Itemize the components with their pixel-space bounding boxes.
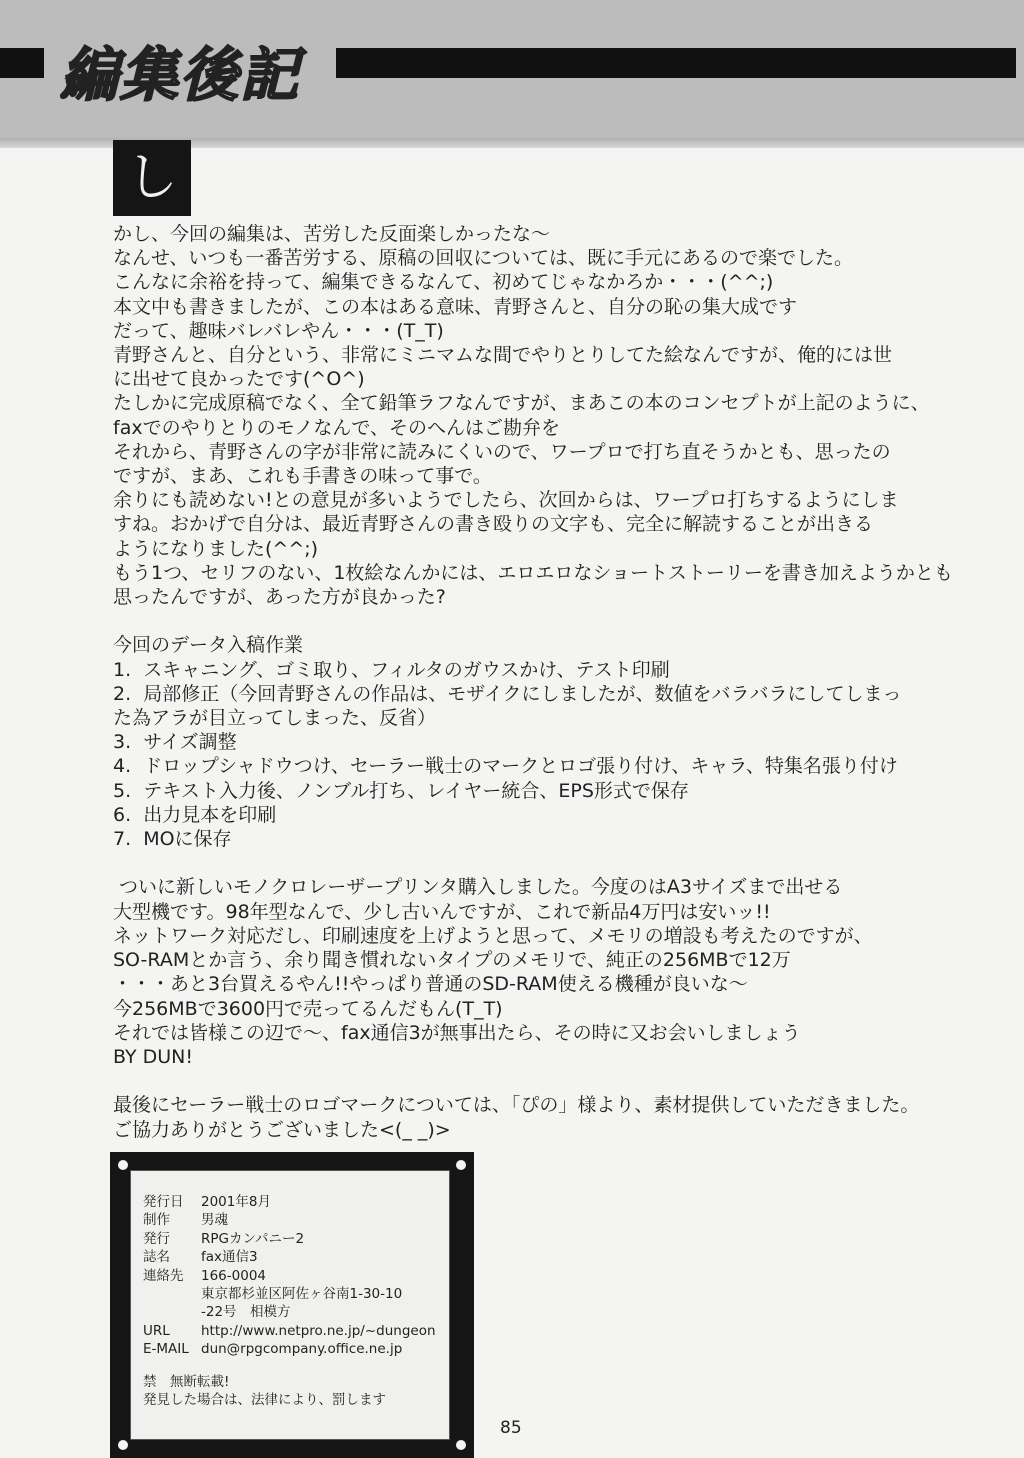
imprint-row — [143, 1193, 449, 1211]
imprint-value: http://www.netpro.ne.jp/~dungeon — [201, 1322, 436, 1339]
imprint-value: 166-0004 — [201, 1267, 266, 1284]
imprint-row — [143, 1285, 449, 1303]
imprint-row — [143, 1322, 449, 1340]
imprint-row — [143, 1230, 449, 1248]
imprint-box — [110, 1152, 474, 1458]
imprint-key — [143, 1303, 201, 1321]
imprint-key: 発行 — [143, 1230, 170, 1247]
imprint-row — [143, 1340, 449, 1358]
imprint-value: 東京都杉並区阿佐ヶ谷南1-30-10 — [201, 1286, 403, 1303]
imprint-row — [143, 1267, 449, 1285]
imprint-value: RPGカンパニー2 — [201, 1230, 305, 1247]
page-title: 編集後記 — [60, 41, 301, 109]
corner-dot — [456, 1160, 466, 1170]
imprint-key — [143, 1285, 201, 1303]
imprint-key: URL — [143, 1322, 170, 1339]
corner-dot — [456, 1440, 466, 1450]
drop-cap: し — [113, 140, 191, 216]
imprint-value: 2001年8月 — [201, 1194, 271, 1210]
imprint-row — [143, 1211, 449, 1229]
afterword-body: かし、今回の編集は、苦労した反面楽しかったな～ なんせ、いつも一番苦労する、原稿の回収については、既に手元にあるので楽でした。 こんなに余裕を持って、編集できるなんて、初めてじゃなかろか・・・(^^;) 本文中も書きましたが、この本はある意味、青野さんと、自分の恥の集大成です だって、趣味バレバレやん・・・(T_T) 青野さんと、自分という、非常にミニマムな間でやりとりしてた絵なんですが、俺的には世 に出せて良かったです(^O^) たしかに完成原稿でなく、全て鉛筆ラフなんですが、まあこの本のコンセプトが上記のように、 faxでのやりとりのモノなんで、そのへんはご勘弁を それから、青野さんの字が非常に読みにくいので、ワープロで打ち直そうかとも、思ったの ですが、まあ、これも手書きの味って事で。 余りにも読めない!との意見が多いようでしたら、次回からは、ワープロ打ちするようにしま すね。おかげで自分は、最近青野さんの書き殴りの文字も、完全に解読することが出きる ようになりました(^^;) もう1つ、セリフのない、1枚絵なんかには、エロエロなショートストーリーを書き加えようかとも 思ったんですが、あった方が良かった? 今回のデータ入稿作業 1. スキャニング、ゴミ取り、フィルタのガウスかけ、テスト印刷 2. 局部修正（今回青野さんの作品は、モザイクにしましたが、数値をバラバラにしてしまっ た為アラが目立ってしまった、反省） 3. サイズ調整 4. ドロップシャドウつけ、セーラー戦士のマークとロゴ張り付け、キャラ、特集名張り付け 5. テキスト入力後、ノンブル打ち、レイヤー統合、EPS形式で保存 6. 出力見本を印刷 7. MOに保存 ついに新しいモノクロレーザープリンタ購入しました。今度のはA3サイズまで出せる 大型機です。98年型なんで、少し古いんですが、これで新品4万円は安いッ!! ネットワーク対応だし、印刷速度を上げようと思って、メモリの増設も考えたのですが、 SO-RAMとか言う、余り聞き慣れないタイプのメモリで、純正の256MBで12万 ・・・あと3台買えるやん!!やっぱり普通のSD-RAM使える機種が良いな～ 今256MBで3600円で売ってるんだもん(T_T) それでは皆様この辺で～、fax通信3が無事出たら、その時に又お会いしましょう BY DUN! 最後にセーラー戦士のロゴマークについては、「ぴの」様より、素材提供していただきました。 ご協力ありがとうございました<(_ _)> — [113, 223, 953, 1141]
header-bar-left — [0, 48, 44, 78]
imprint-value: fax通信3 — [201, 1249, 258, 1266]
imprint-notice: 禁 無断転載! — [143, 1373, 230, 1390]
imprint-spacer — [143, 1359, 449, 1373]
imprint-value: 男魂 — [201, 1212, 228, 1229]
imprint-key: E-MAIL — [143, 1341, 189, 1358]
corner-dot — [118, 1160, 128, 1170]
imprint-value: dun@rpgcompany.office.ne.jp — [201, 1341, 403, 1358]
imprint-key: 制作 — [143, 1212, 170, 1229]
imprint-notice: 発見した場合は、法律により、罰します — [143, 1392, 386, 1409]
header-bar-right — [336, 48, 1016, 78]
imprint-key: 連絡先 — [143, 1267, 184, 1284]
imprint-row — [143, 1248, 449, 1266]
corner-dot — [118, 1440, 128, 1450]
imprint-key: 誌名 — [143, 1249, 170, 1266]
imprint-key: 発行日 — [143, 1194, 184, 1210]
imprint-row — [143, 1303, 449, 1321]
imprint-value: -22号 相模方 — [201, 1304, 291, 1321]
page-number: 85 — [500, 1418, 522, 1438]
imprint-content — [130, 1170, 450, 1440]
